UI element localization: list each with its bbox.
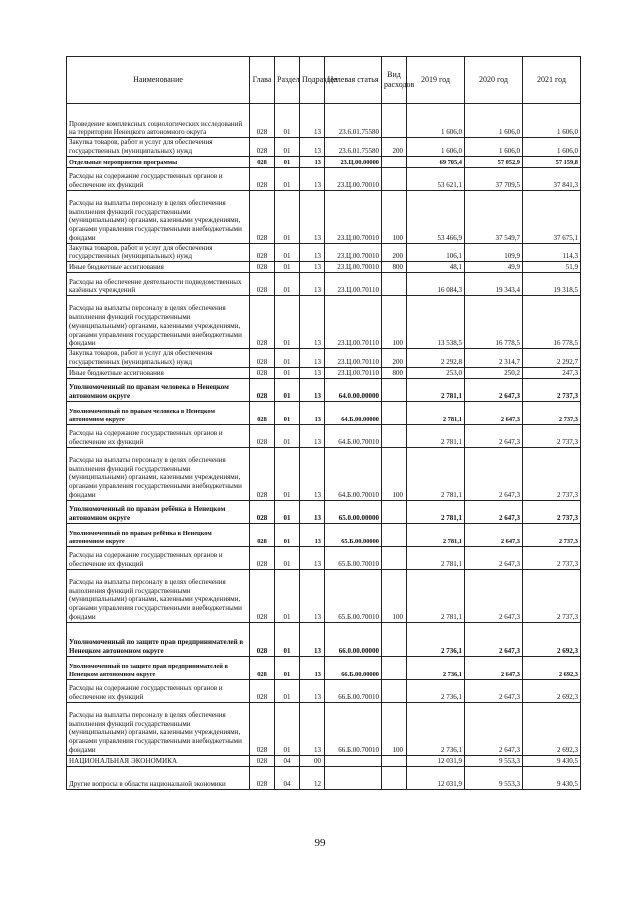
row-value-2020: 2 647,3: [465, 702, 523, 755]
row-value-2021: 2 737,3: [523, 500, 581, 523]
row-subsection: 13: [300, 156, 325, 167]
budget-table: [66, 56, 581, 790]
table-row: [67, 523, 581, 546]
row-target-item: 23.Ц.00.70010: [325, 190, 382, 243]
row-expense-type: 200: [382, 138, 407, 157]
row-value-2020: 19 343,4: [465, 273, 523, 296]
row-value-2021: 2 737,3: [523, 569, 581, 622]
row-target-item: 23.Ц.00.70010: [325, 243, 382, 262]
row-value-2019: 2 781,1: [407, 447, 465, 500]
table-row: [67, 424, 581, 447]
row-expense-type: [382, 622, 407, 656]
row-target-item: 66.Б.00.70010: [325, 679, 382, 702]
row-value-2019: 2 736,1: [407, 656, 465, 679]
table-row: [67, 378, 581, 401]
row-section: 01: [275, 622, 300, 656]
header-year-2021: 2021 год: [523, 57, 581, 104]
row-target-item: 23.Ц.00.70010: [325, 262, 382, 273]
row-chapter: 028: [250, 367, 275, 378]
row-expense-type: [382, 679, 407, 702]
row-section: 01: [275, 401, 300, 424]
row-value-2021: 2 737,3: [523, 447, 581, 500]
header-chapter: Глава: [250, 57, 275, 104]
row-section: 01: [275, 243, 300, 262]
row-name: Расходы на выплаты персоналу в целях обеспечения выполнения функций государственными (муниципальными) органами, казенными учреждениями, органами управления государственными внебюджетными фондами: [67, 702, 250, 755]
row-value-2019: 69 705,4: [407, 156, 465, 167]
row-value-2020: 9 553,3: [465, 755, 523, 766]
row-value-2020: 2 647,3: [465, 656, 523, 679]
row-chapter: 028: [250, 569, 275, 622]
row-name: Расходы на выплаты персоналу в целях обеспечения выполнения функций государственными (муниципальными) органами, казенными учреждениями, органами управления государственными внебюджетными фондами: [67, 447, 250, 500]
row-chapter: 028: [250, 378, 275, 401]
row-name: Уполномоченный по защите прав предпринимателей в Ненецком автономном округе: [67, 656, 250, 679]
row-name: Проведение комплексных социологических исследований на территории Ненецкого автономного округа: [67, 104, 250, 138]
row-target-item: 64.Б.00.70010: [325, 447, 382, 500]
table-row: [67, 500, 581, 523]
row-target-item: 23.6.01.75580: [325, 104, 382, 138]
table-row: [67, 349, 581, 368]
row-subsection: 13: [300, 523, 325, 546]
row-target-item: 64.Б.00.00000: [325, 401, 382, 424]
table-row: [67, 367, 581, 378]
row-value-2021: 16 778,5: [523, 296, 581, 349]
row-expense-type: [382, 424, 407, 447]
row-target-item: [325, 755, 382, 766]
row-expense-type: 100: [382, 702, 407, 755]
table-row: [67, 104, 581, 138]
row-subsection: 13: [300, 679, 325, 702]
row-section: 01: [275, 523, 300, 546]
row-value-2019: 2 736,1: [407, 702, 465, 755]
row-subsection: 13: [300, 401, 325, 424]
row-value-2020: 1 606,0: [465, 104, 523, 138]
row-subsection: 13: [300, 349, 325, 368]
table-row: [67, 755, 581, 766]
row-value-2021: 2 692,3: [523, 679, 581, 702]
row-expense-type: [382, 156, 407, 167]
row-chapter: 028: [250, 138, 275, 157]
row-value-2019: 53 621,1: [407, 167, 465, 190]
row-name: Расходы на выплаты персоналу в целях обеспечения выполнения функций государственными (муниципальными) органами, казенными учреждениями, органами управления государственными внебюджетными фондами: [67, 296, 250, 349]
row-name: Уполномоченный по правам человека в Ненецком автономном округе: [67, 401, 250, 424]
header-name: Наименование: [67, 57, 250, 104]
row-chapter: 028: [250, 622, 275, 656]
row-target-item: 64.Б.00.70010: [325, 424, 382, 447]
row-section: 01: [275, 447, 300, 500]
row-subsection: 13: [300, 262, 325, 273]
table-row: [67, 702, 581, 755]
row-subsection: 13: [300, 296, 325, 349]
table-row: [67, 190, 581, 243]
table-row: [67, 167, 581, 190]
row-value-2021: 2 692,3: [523, 656, 581, 679]
row-target-item: 65.Б.00.00000: [325, 523, 382, 546]
row-section: 01: [275, 190, 300, 243]
row-expense-type: 100: [382, 296, 407, 349]
table-row: [67, 766, 581, 789]
row-name: Другие вопросы в области национальной экономики: [67, 766, 250, 789]
row-section: 01: [275, 569, 300, 622]
row-chapter: 028: [250, 104, 275, 138]
row-name: Расходы на содержание государственных органов и обеспечение их функций: [67, 424, 250, 447]
row-target-item: 65.Б.00.70010: [325, 546, 382, 569]
row-value-2019: 253,0: [407, 367, 465, 378]
page-number: 99: [314, 837, 326, 849]
row-chapter: 028: [250, 273, 275, 296]
row-section: 04: [275, 766, 300, 789]
row-section: 01: [275, 138, 300, 157]
row-target-item: 64.0.00.00000: [325, 378, 382, 401]
row-name: Уполномоченный по защите прав предпринимателей в Ненецком автономном округе: [67, 622, 250, 656]
row-chapter: 028: [250, 679, 275, 702]
row-subsection: 13: [300, 378, 325, 401]
row-value-2019: 2 781,1: [407, 569, 465, 622]
row-target-item: 23.Ц.00.00000: [325, 156, 382, 167]
row-subsection: 12: [300, 766, 325, 789]
row-value-2020: 2 647,3: [465, 679, 523, 702]
row-value-2019: 12 031,9: [407, 755, 465, 766]
row-target-item: 66.Б.00.70010: [325, 702, 382, 755]
row-value-2021: 247,3: [523, 367, 581, 378]
row-chapter: 028: [250, 296, 275, 349]
row-value-2020: 2 647,3: [465, 546, 523, 569]
row-value-2020: 16 778,5: [465, 296, 523, 349]
row-value-2019: 2 292,8: [407, 349, 465, 368]
row-name: Расходы на содержание государственных органов и обеспечение их функций: [67, 679, 250, 702]
row-section: 01: [275, 546, 300, 569]
row-name: Закупка товаров, работ и услуг для обеспечения государственных (муниципальных) нужд: [67, 243, 250, 262]
row-name: НАЦИОНАЛЬНАЯ ЭКОНОМИКА: [67, 755, 250, 766]
row-subsection: 13: [300, 546, 325, 569]
row-target-item: 23.Ц.00.70010: [325, 167, 382, 190]
row-section: 01: [275, 367, 300, 378]
row-expense-type: [382, 104, 407, 138]
row-chapter: 028: [250, 766, 275, 789]
row-subsection: 13: [300, 104, 325, 138]
row-subsection: 13: [300, 138, 325, 157]
row-expense-type: [382, 546, 407, 569]
row-chapter: 028: [250, 243, 275, 262]
row-target-item: 23.Ц.00.70110: [325, 273, 382, 296]
row-subsection: 13: [300, 273, 325, 296]
row-chapter: 028: [250, 156, 275, 167]
row-subsection: 13: [300, 167, 325, 190]
row-value-2021: 2 737,3: [523, 401, 581, 424]
row-value-2020: 2 647,3: [465, 378, 523, 401]
row-chapter: 028: [250, 447, 275, 500]
row-section: 01: [275, 702, 300, 755]
row-value-2019: 1 606,0: [407, 104, 465, 138]
row-value-2021: 19 318,5: [523, 273, 581, 296]
row-name: Расходы на выплаты персоналу в целях обеспечения выполнения функций государственными (муниципальными) органами, казенными учреждениями, органами управления государственными внебюджетными фондами: [67, 190, 250, 243]
row-subsection: 13: [300, 656, 325, 679]
table-row: [67, 156, 581, 167]
row-subsection: 13: [300, 447, 325, 500]
row-expense-type: [382, 401, 407, 424]
row-value-2020: 37 709,5: [465, 167, 523, 190]
row-name: Расходы на содержание государственных органов и обеспечение их функций: [67, 167, 250, 190]
row-section: 01: [275, 104, 300, 138]
table-row: [67, 546, 581, 569]
row-value-2019: 106,1: [407, 243, 465, 262]
row-target-item: 65.Б.00.70010: [325, 569, 382, 622]
row-value-2021: 2 737,3: [523, 424, 581, 447]
table-row: [67, 296, 581, 349]
row-value-2020: 2 314,7: [465, 349, 523, 368]
row-name: Уполномоченный по правам человека в Ненецком автономном округе: [67, 378, 250, 401]
row-value-2021: 9 430,5: [523, 755, 581, 766]
row-chapter: 028: [250, 546, 275, 569]
row-chapter: 028: [250, 167, 275, 190]
header-year-2020: 2020 год: [465, 57, 523, 104]
row-value-2019: 2 781,1: [407, 523, 465, 546]
row-value-2019: 2 781,1: [407, 546, 465, 569]
row-expense-type: [382, 755, 407, 766]
table-row: [67, 569, 581, 622]
row-section: 01: [275, 424, 300, 447]
row-value-2021: 2 737,3: [523, 378, 581, 401]
table-row: [67, 138, 581, 157]
row-expense-type: [382, 766, 407, 789]
row-name: Уполномоченный по правам ребёнка в Ненецком автономном округе: [67, 500, 250, 523]
row-value-2019: 13 538,5: [407, 296, 465, 349]
row-value-2019: 2 781,1: [407, 378, 465, 401]
row-value-2021: 9 430,5: [523, 766, 581, 789]
row-value-2021: 2 737,3: [523, 523, 581, 546]
row-value-2021: 2 737,3: [523, 546, 581, 569]
row-chapter: 028: [250, 755, 275, 766]
row-chapter: 028: [250, 702, 275, 755]
row-value-2021: 57 159,8: [523, 156, 581, 167]
row-target-item: 23.Ц.00.70110: [325, 349, 382, 368]
row-expense-type: 100: [382, 569, 407, 622]
row-expense-type: 200: [382, 349, 407, 368]
row-expense-type: [382, 656, 407, 679]
row-chapter: 028: [250, 190, 275, 243]
row-chapter: 028: [250, 262, 275, 273]
row-name: Расходы на обеспечение деятельности подведомственных казённых учреждений: [67, 273, 250, 296]
row-value-2020: 2 647,3: [465, 622, 523, 656]
row-value-2021: 37 675,1: [523, 190, 581, 243]
row-value-2020: 2 647,3: [465, 569, 523, 622]
header-section: Раздел: [275, 57, 300, 104]
row-subsection: 13: [300, 500, 325, 523]
table-row: [67, 243, 581, 262]
row-value-2021: 1 606,0: [523, 138, 581, 157]
row-target-item: 23.Ц.00.70110: [325, 296, 382, 349]
row-expense-type: 800: [382, 367, 407, 378]
row-section: 01: [275, 273, 300, 296]
table-body: [67, 104, 581, 790]
header-target-item: Целевая статья: [325, 57, 382, 104]
row-chapter: 028: [250, 656, 275, 679]
row-expense-type: [382, 167, 407, 190]
row-value-2020: 2 647,3: [465, 401, 523, 424]
row-name: Иные бюджетные ассигнования: [67, 367, 250, 378]
row-chapter: 028: [250, 424, 275, 447]
row-expense-type: 800: [382, 262, 407, 273]
row-target-item: 23.6.01.75580: [325, 138, 382, 157]
row-section: 01: [275, 262, 300, 273]
table-row: [67, 656, 581, 679]
row-subsection: 13: [300, 367, 325, 378]
row-value-2019: 2 736,1: [407, 679, 465, 702]
row-name: Расходы на выплаты персоналу в целях обеспечения выполнения функций государственными (муниципальными) органами, казенными учреждениями, органами управления государственными внебюджетными фондами: [67, 569, 250, 622]
row-value-2020: 109,9: [465, 243, 523, 262]
row-subsection: 13: [300, 424, 325, 447]
row-section: 01: [275, 349, 300, 368]
table-row: [67, 273, 581, 296]
row-chapter: 028: [250, 523, 275, 546]
row-value-2020: 1 606,0: [465, 138, 523, 157]
row-value-2020: 2 647,3: [465, 523, 523, 546]
row-section: 01: [275, 679, 300, 702]
row-value-2020: 2 647,3: [465, 424, 523, 447]
row-value-2019: 12 031,9: [407, 766, 465, 789]
row-value-2019: 2 781,1: [407, 500, 465, 523]
row-name: Иные бюджетные ассигнования: [67, 262, 250, 273]
row-subsection: 13: [300, 702, 325, 755]
row-section: 01: [275, 296, 300, 349]
row-expense-type: 100: [382, 447, 407, 500]
row-expense-type: 100: [382, 190, 407, 243]
row-expense-type: [382, 273, 407, 296]
row-subsection: 13: [300, 243, 325, 262]
row-value-2019: 2 781,1: [407, 401, 465, 424]
header-subsection: Подраздел: [300, 57, 325, 104]
row-chapter: 028: [250, 500, 275, 523]
row-value-2020: 2 647,3: [465, 500, 523, 523]
row-value-2020: 37 549,7: [465, 190, 523, 243]
row-value-2019: 48,1: [407, 262, 465, 273]
row-value-2021: 2 692,3: [523, 622, 581, 656]
row-value-2021: 1 606,0: [523, 104, 581, 138]
table-row: [67, 262, 581, 273]
row-value-2019: 16 084,3: [407, 273, 465, 296]
row-subsection: 00: [300, 755, 325, 766]
header-year-2019: 2019 год: [407, 57, 465, 104]
row-value-2019: 2 736,1: [407, 622, 465, 656]
row-expense-type: [382, 523, 407, 546]
row-subsection: 13: [300, 622, 325, 656]
row-target-item: 65.0.00.00000: [325, 500, 382, 523]
row-value-2021: 2 692,3: [523, 702, 581, 755]
row-value-2020: 250,2: [465, 367, 523, 378]
row-value-2020: 49,9: [465, 262, 523, 273]
row-subsection: 13: [300, 569, 325, 622]
table-row: [67, 679, 581, 702]
row-value-2020: 57 052,9: [465, 156, 523, 167]
row-target-item: 23.Ц.00.70110: [325, 367, 382, 378]
row-name: Расходы на содержание государственных органов и обеспечение их функций: [67, 546, 250, 569]
row-section: 01: [275, 167, 300, 190]
row-value-2020: 9 553,3: [465, 766, 523, 789]
row-expense-type: [382, 378, 407, 401]
table-row: [67, 401, 581, 424]
row-expense-type: [382, 500, 407, 523]
row-value-2019: 1 606,0: [407, 138, 465, 157]
table-row: [67, 447, 581, 500]
table-row: [67, 622, 581, 656]
row-value-2020: 2 647,3: [465, 447, 523, 500]
row-name: Отдельные мероприятия программы: [67, 156, 250, 167]
row-value-2021: 2 292,7: [523, 349, 581, 368]
table-header-row: [67, 57, 581, 104]
row-value-2019: 53 466,9: [407, 190, 465, 243]
row-section: 01: [275, 656, 300, 679]
row-section: 01: [275, 500, 300, 523]
row-value-2021: 37 841,3: [523, 167, 581, 190]
row-target-item: [325, 766, 382, 789]
row-target-item: 66.Б.00.00000: [325, 656, 382, 679]
row-value-2021: 51,9: [523, 262, 581, 273]
row-name: Закупка товаров, работ и услуг для обеспечения государственных (муниципальных) нужд: [67, 138, 250, 157]
row-target-item: 66.0.00.00000: [325, 622, 382, 656]
row-section: 04: [275, 755, 300, 766]
row-value-2019: 2 781,1: [407, 424, 465, 447]
row-chapter: 028: [250, 349, 275, 368]
row-section: 01: [275, 378, 300, 401]
row-name: Уполномоченный по правам ребёнка в Ненецком автономном округе: [67, 523, 250, 546]
header-expense-type: Вид расходов: [382, 57, 407, 104]
row-expense-type: 200: [382, 243, 407, 262]
row-chapter: 028: [250, 401, 275, 424]
row-section: 01: [275, 156, 300, 167]
row-value-2021: 114,3: [523, 243, 581, 262]
row-name: Закупка товаров, работ и услуг для обеспечения государственных (муниципальных) нужд: [67, 349, 250, 368]
row-subsection: 13: [300, 190, 325, 243]
